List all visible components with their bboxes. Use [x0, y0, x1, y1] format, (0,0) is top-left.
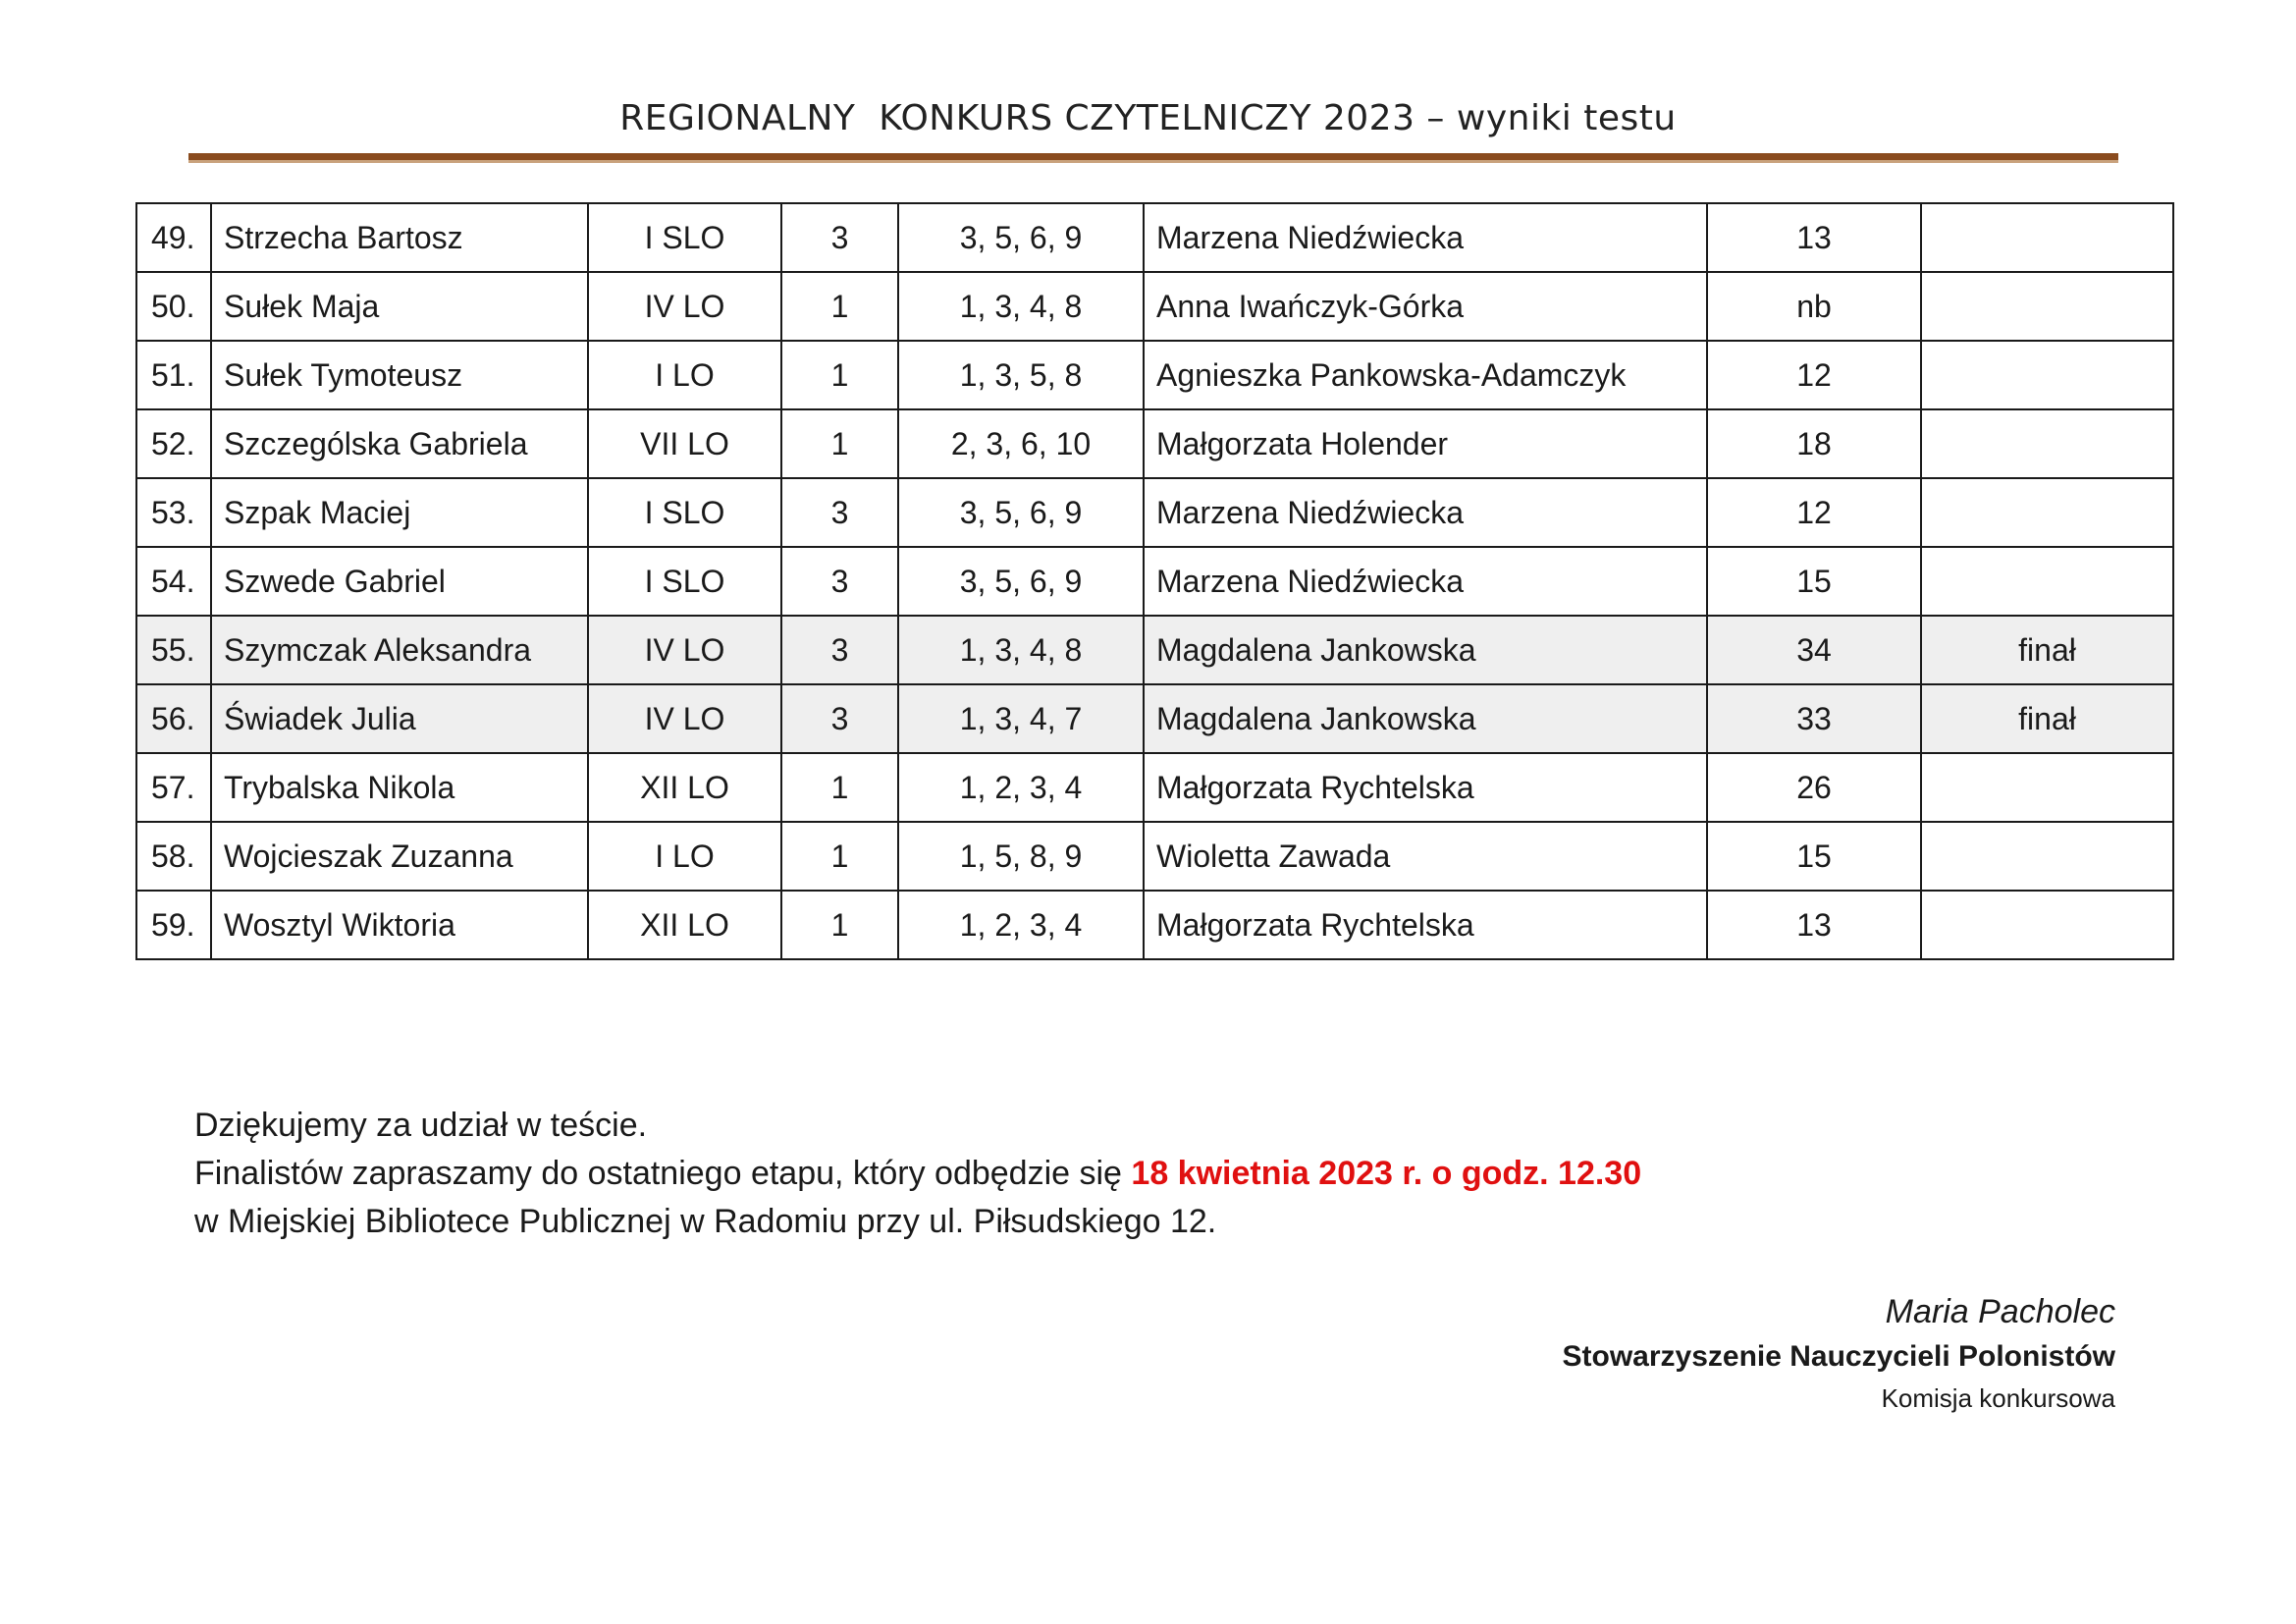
cell-school: XII LO: [588, 891, 781, 959]
table-row: [136, 272, 2173, 341]
final-date-time: 18 kwietnia 2023 r. o godz. 12.30: [1131, 1155, 1642, 1192]
cell-score: 12: [1707, 341, 1921, 409]
cell-score: 26: [1707, 753, 1921, 822]
cell-school: VII LO: [588, 409, 781, 478]
results-table-body: [136, 203, 2173, 959]
cell-score: 34: [1707, 616, 1921, 684]
cell-status: finał: [1921, 684, 2173, 753]
cell-row-number: 49.: [136, 203, 211, 272]
cell-teacher: Małgorzata Rychtelska: [1144, 891, 1707, 959]
cell-class: 1: [781, 891, 898, 959]
cell-school: IV LO: [588, 616, 781, 684]
cell-score: 33: [1707, 684, 1921, 753]
cell-school: I LO: [588, 822, 781, 891]
cell-row-number: 59.: [136, 891, 211, 959]
table-row: [136, 409, 2173, 478]
cell-status: [1921, 547, 2173, 616]
table-row: [136, 478, 2173, 547]
cell-student-name: Strzecha Bartosz: [211, 203, 588, 272]
cell-row-number: 58.: [136, 822, 211, 891]
invitation-text: Finalistów zapraszamy do ostatniego etapu, który odbędzie się: [194, 1155, 1132, 1192]
cell-questions: 3, 5, 6, 9: [898, 478, 1144, 547]
cell-class: 3: [781, 547, 898, 616]
cell-questions: 1, 3, 5, 8: [898, 341, 1144, 409]
cell-questions: 1, 3, 4, 8: [898, 272, 1144, 341]
cell-questions: 2, 3, 6, 10: [898, 409, 1144, 478]
cell-row-number: 53.: [136, 478, 211, 547]
cell-teacher: Magdalena Jankowska: [1144, 684, 1707, 753]
table-row: [136, 891, 2173, 959]
cell-class: 1: [781, 272, 898, 341]
closing-line-venue: w Miejskiej Bibliotece Publicznej w Radomiu przy ul. Piłsudskiego 12.: [194, 1203, 1217, 1240]
cell-teacher: Marzena Niedźwiecka: [1144, 478, 1707, 547]
cell-class: 1: [781, 822, 898, 891]
cell-row-number: 52.: [136, 409, 211, 478]
cell-teacher: Małgorzata Holender: [1144, 409, 1707, 478]
cell-row-number: 50.: [136, 272, 211, 341]
signature-block: [1563, 1288, 2116, 1418]
cell-row-number: 56.: [136, 684, 211, 753]
header-divider: [188, 153, 2118, 163]
closing-line-invitation: [194, 1150, 1641, 1198]
cell-school: IV LO: [588, 684, 781, 753]
signature-name: Maria Pacholec: [1885, 1293, 2115, 1330]
cell-student-name: Wosztyl Wiktoria: [211, 891, 588, 959]
cell-student-name: Sułek Tymoteusz: [211, 341, 588, 409]
cell-score: 18: [1707, 409, 1921, 478]
cell-row-number: 55.: [136, 616, 211, 684]
cell-status: [1921, 341, 2173, 409]
cell-class: 1: [781, 409, 898, 478]
cell-teacher: Agnieszka Pankowska-Adamczyk: [1144, 341, 1707, 409]
signature-role: Komisja konkursowa: [1881, 1383, 2115, 1413]
cell-status: finał: [1921, 616, 2173, 684]
cell-student-name: Trybalska Nikola: [211, 753, 588, 822]
cell-class: 3: [781, 203, 898, 272]
table-row: [136, 822, 2173, 891]
cell-score: 15: [1707, 547, 1921, 616]
table-row: [136, 341, 2173, 409]
cell-score: nb: [1707, 272, 1921, 341]
cell-status: [1921, 272, 2173, 341]
results-table: [135, 202, 2174, 960]
cell-teacher: Magdalena Jankowska: [1144, 616, 1707, 684]
cell-class: 3: [781, 684, 898, 753]
cell-student-name: Szwede Gabriel: [211, 547, 588, 616]
cell-questions: 3, 5, 6, 9: [898, 203, 1144, 272]
cell-teacher: Małgorzata Rychtelska: [1144, 753, 1707, 822]
closing-message: [194, 1102, 1641, 1246]
cell-row-number: 51.: [136, 341, 211, 409]
cell-row-number: 57.: [136, 753, 211, 822]
table-row: [136, 203, 2173, 272]
cell-school: I LO: [588, 341, 781, 409]
cell-questions: 1, 5, 8, 9: [898, 822, 1144, 891]
cell-score: 13: [1707, 203, 1921, 272]
cell-status: [1921, 203, 2173, 272]
cell-student-name: Szymczak Aleksandra: [211, 616, 588, 684]
cell-teacher: Marzena Niedźwiecka: [1144, 547, 1707, 616]
cell-teacher: Marzena Niedźwiecka: [1144, 203, 1707, 272]
cell-school: XII LO: [588, 753, 781, 822]
table-row: [136, 753, 2173, 822]
cell-questions: 3, 5, 6, 9: [898, 547, 1144, 616]
cell-class: 1: [781, 341, 898, 409]
cell-status: [1921, 891, 2173, 959]
cell-status: [1921, 409, 2173, 478]
cell-questions: 1, 2, 3, 4: [898, 753, 1144, 822]
cell-teacher: Anna Iwańczyk-Górka: [1144, 272, 1707, 341]
closing-line-thanks: Dziękujemy za udział w teście.: [194, 1107, 648, 1144]
cell-questions: 1, 3, 4, 8: [898, 616, 1144, 684]
cell-school: I SLO: [588, 547, 781, 616]
cell-score: 12: [1707, 478, 1921, 547]
page-title: REGIONALNY KONKURS CZYTELNICZY 2023 – wyniki testu: [619, 98, 1677, 138]
cell-school: I SLO: [588, 478, 781, 547]
cell-class: 3: [781, 616, 898, 684]
cell-status: [1921, 822, 2173, 891]
cell-class: 3: [781, 478, 898, 547]
cell-score: 13: [1707, 891, 1921, 959]
cell-status: [1921, 753, 2173, 822]
cell-school: IV LO: [588, 272, 781, 341]
cell-class: 1: [781, 753, 898, 822]
table-row: [136, 684, 2173, 753]
cell-student-name: Szczególska Gabriela: [211, 409, 588, 478]
cell-student-name: Szpak Maciej: [211, 478, 588, 547]
cell-questions: 1, 3, 4, 7: [898, 684, 1144, 753]
cell-row-number: 54.: [136, 547, 211, 616]
table-row: [136, 547, 2173, 616]
cell-student-name: Sułek Maja: [211, 272, 588, 341]
cell-score: 15: [1707, 822, 1921, 891]
cell-student-name: Świadek Julia: [211, 684, 588, 753]
cell-student-name: Wojcieszak Zuzanna: [211, 822, 588, 891]
cell-questions: 1, 2, 3, 4: [898, 891, 1144, 959]
cell-school: I SLO: [588, 203, 781, 272]
cell-status: [1921, 478, 2173, 547]
table-row: [136, 616, 2173, 684]
signature-organization: Stowarzyszenie Nauczycieli Polonistów: [1562, 1340, 2115, 1373]
cell-teacher: Wioletta Zawada: [1144, 822, 1707, 891]
